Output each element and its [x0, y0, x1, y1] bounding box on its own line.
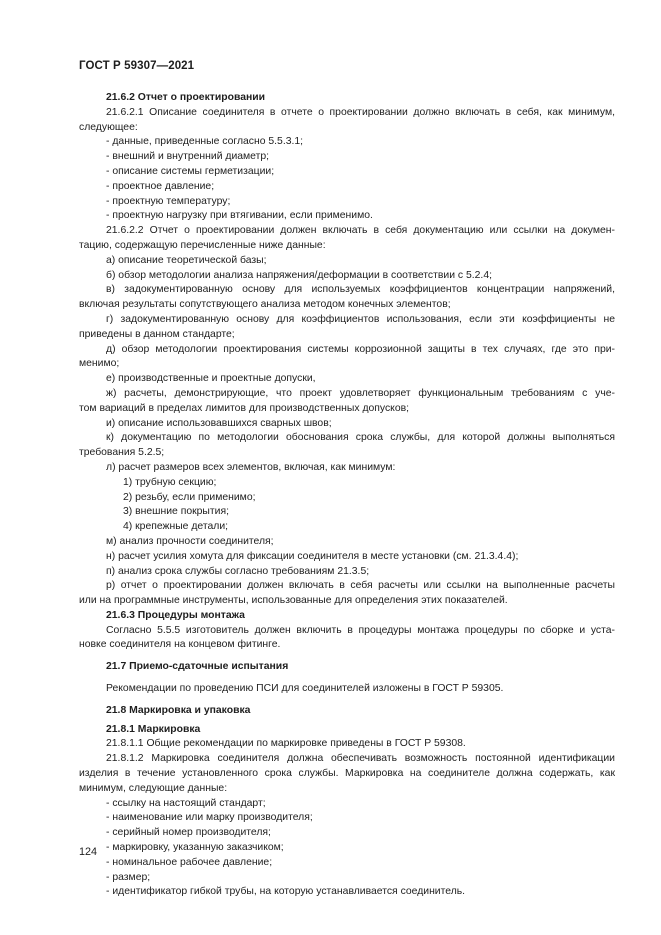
text-line: 21.8.1.2 Маркировка соединителя должна обеспечивать возможность постоянной идентификации [106, 753, 615, 765]
text-line: г) задокументированную основу для коэффициентов использования, если эти коэффициенты не [106, 313, 615, 325]
text-line: - внешний и внутренний диаметр; [106, 151, 270, 163]
text-line: новке соединителя на концевом фитинге. [79, 639, 281, 651]
text-line: тацию, содержащую перечисленные ниже данные: [79, 239, 326, 251]
text-line: - описание системы герметизации; [106, 165, 275, 177]
text-line: - проектную нагрузку при втягивании, если применимо. [106, 210, 373, 222]
section-heading: 21.6.3 Процедуры монтажа [106, 609, 245, 621]
text-line: 21.6.2.1 Описание соединителя в отчете о проектировании должно включать в себя, как минимум, [106, 106, 615, 118]
text-line: 4) крепежные детали; [123, 521, 229, 533]
text-line: н) расчет усилия хомута для фиксации соединителя в месте установки (см. 21.3.4.4); [106, 550, 519, 562]
text-line: 3) внешние покрытия; [123, 506, 229, 518]
text-line: изделия в течение установленного срока службы. Маркировка на соединителе должна содержать, как [79, 768, 615, 780]
section-heading: 21.8.1 Маркировка [106, 723, 201, 735]
text-line: 21.6.2.2 Отчет о проектировании должен включать в себя документацию или ссылки на докумен- [106, 225, 615, 237]
text-line: м) анализ прочности соединителя; [106, 535, 274, 547]
document-body [79, 91, 615, 900]
text-line: - проектную температуру; [106, 195, 231, 207]
text-line: менимо; [79, 358, 120, 370]
text-line: 21.8.1.1 Общие рекомендации по маркировке приведены в ГОСТ Р 59308. [106, 738, 466, 750]
text-line: - идентификатор гибкой трубы, на которую устанавливается соединитель. [106, 886, 466, 898]
page-number: 124 [79, 846, 98, 858]
text-line: - серийный номер производителя; [106, 827, 271, 839]
text-line: р) отчет о проектировании должен включать в себя расчеты или ссылки на выполненные расчеты [106, 580, 615, 592]
text-line: - наименование или марку производителя; [106, 812, 313, 824]
text-line: требования 5.2.5; [79, 447, 165, 459]
text-line: следующее: [79, 121, 138, 133]
text-line: е) производственные и проектные допуски, [106, 373, 316, 385]
text-line: - размер; [106, 871, 151, 883]
text-line: б) обзор методологии анализа напряжения/деформации в соответствии с 5.2.4; [106, 269, 492, 281]
text-line: том вариаций в пределах лимитов для производственных допусков; [79, 402, 410, 414]
text-line: 1) трубную секцию; [123, 476, 217, 488]
text-line: или на программные инструменты, использованные для определения этих показателей. [79, 595, 508, 607]
text-line: - номинальное рабочее давление; [106, 856, 273, 868]
section-heading: 21.8 Маркировка и упаковка [106, 704, 251, 716]
text-line: л) расчет размеров всех элементов, включая, как минимум: [106, 461, 396, 473]
text-line: - ссылку на настоящий стандарт; [106, 797, 266, 809]
section-heading: 21.7 Приемо-сдаточные испытания [106, 661, 289, 673]
text-line: ж) расчеты, демонстрирующие, что проект удовлетворяет функциональным требованиям с уче- [106, 387, 615, 399]
text-line: приведены в данном стандарте; [79, 328, 235, 340]
text-line: и) описание использовавшихся сварных швов; [106, 417, 332, 429]
text-line: д) обзор методологии проектирования системы коррозионной защиты в тех случаях, где это при- [106, 343, 615, 355]
text-line: - проектное давление; [106, 180, 215, 192]
text-line: 2) резьбу, если применимо; [123, 491, 256, 503]
text-line: Рекомендации по проведению ПСИ для соединителей изложены в ГОСТ Р 59305. [106, 683, 504, 695]
text-line: минимум, следующие данные: [79, 782, 228, 794]
text-line: к) документацию по методологии обоснования срока службы, для которой должны выполняться [106, 432, 615, 444]
text-line: - данные, приведенные согласно 5.5.3.1; [106, 136, 304, 148]
document-header: ГОСТ Р 59307—2021 [79, 60, 195, 72]
section-heading: 21.6.2 Отчет о проектировании [106, 92, 266, 103]
text-line: а) описание теоретической базы; [106, 254, 267, 266]
text-line: - маркировку, указанную заказчиком; [106, 842, 284, 854]
text-line: включая результаты сопутствующего анализа методом конечных элементов; [79, 299, 451, 311]
text-line: Согласно 5.5.5 изготовитель должен включить в процедуры монтажа процедуры по сборке и уста- [106, 624, 615, 636]
text-line: п) анализ срока службы согласно требованиям 21.3.5; [106, 565, 370, 577]
text-line: в) задокументированную основу для используемых коэффициентов концентрации напряжений, [106, 284, 615, 296]
